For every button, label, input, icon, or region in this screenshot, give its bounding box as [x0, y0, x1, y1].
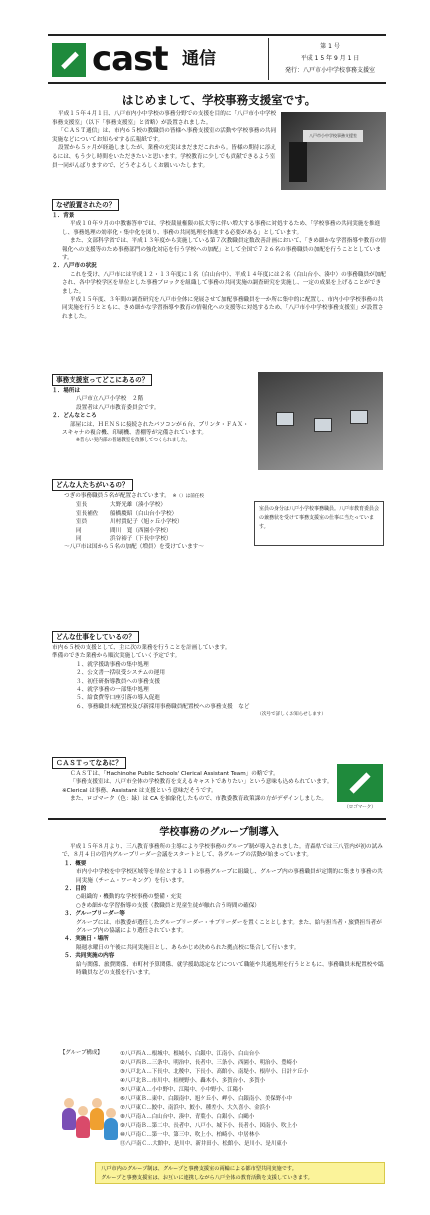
- section-group-system: [52, 843, 386, 978]
- staff-role: 室員: [76, 519, 88, 526]
- section-who: [52, 492, 252, 552]
- logomark-caption: （ロゴマーク）: [344, 805, 376, 810]
- section-title-where: 事務支援室ってどこにあるの？: [52, 374, 152, 386]
- staff-row: [52, 510, 252, 518]
- group-row: ⑦八戸東Ｃ…鮫中、南浜中、鮫小、種差小、大久喜小、金浜小: [120, 1105, 271, 1111]
- paragraph: ＣＡＳＴは、「Hachinohe Public Schools' Clerical Assistant Team」の略です。: [70, 771, 279, 777]
- paragraph: 市内６５校の支援として、主に次の業務を行うことを計画しています。: [52, 645, 231, 651]
- section-why: [52, 212, 386, 321]
- cast-logomark-icon: [337, 764, 383, 802]
- paragraph: 部屋には、ＨＥＮＳに接続されたパソコンが６台、プリンタ・ＦＡＸ・スキャナの複合機、印刷機、書棚等が完備されています。: [62, 421, 249, 437]
- group-row: ①八戸西Ａ…根城中、根城小、白銀中、江南小、白山台小: [120, 1051, 260, 1057]
- subheading: ４．実施日・場所: [64, 936, 109, 943]
- people-illustration: [60, 1090, 120, 1152]
- publisher: 発行：八戸市小中学校事務支援室: [284, 67, 375, 74]
- staff-role: 同: [76, 536, 82, 543]
- goal-item: ○組織的・機動的な学校事務の整備・充実: [76, 894, 182, 901]
- group-row: ④八戸北Ｂ…市川中、桔梗野小、轟木小、多賀台小、多賀小: [120, 1078, 265, 1084]
- group-row: ③八戸北Ａ…下長中、北稜中、下長小、高館小、南堤小、根岸小、日計ケ丘小: [120, 1069, 309, 1075]
- person-icon: [62, 1108, 76, 1130]
- staff-lead-note: ※（）は前任校: [172, 494, 205, 499]
- subheading: １．概要: [64, 860, 87, 867]
- paragraph: 市内小中学校を中学校区域等を単位とする１１の事務グループに組織し、グループ内の事務職員が定期的に集まり事務の共同実施（チーム・ワーキング）を行います。: [76, 869, 383, 884]
- work-item: ２、公文書一括収受システムの運用: [76, 670, 165, 677]
- section-title-work: どんな仕事をしているの？: [52, 631, 139, 643]
- issue-number: 第 1 号: [320, 43, 340, 50]
- subheading: １．場所は: [52, 388, 80, 394]
- staff-lead-text: つぎの事務職員５名が配置されています。: [64, 493, 168, 499]
- staff-role: 室長: [76, 502, 88, 509]
- location-line: 設置者は八戸市教育委員会です。: [76, 404, 160, 411]
- group-row: ⑨八戸南Ｂ…第二中、長者中、八戸小、城下小、長者小、図南小、吹上小: [120, 1123, 298, 1129]
- paragraph: 平成１０年９月の中教審答申では、学校裁量権限の拡大等に伴い増大する事務に対処するため、「学校事務の共同実施を推進し、事務処理の効率化・集中化を図り、事務の共同処理を推進する必要がある」としています。: [62, 221, 381, 236]
- section-work: [52, 644, 386, 720]
- group-row: ②八戸西Ｂ…三条中、明治中、長者中、三条小、西園小、明治小、豊崎小: [120, 1060, 298, 1066]
- group-row: ⑩八戸南Ｃ…第一中、第三中、吹上小、柏崎小、中居林小: [120, 1132, 260, 1138]
- headline: はじめまして、学校事務支援室です。: [121, 93, 317, 107]
- paragraph: 給与関係、旅費関係、市町村予算関係、就学援助認定などについて職能や共通処理を行うとともに、事務職員未配置校や臨時職員などの支援を行います。: [76, 961, 384, 977]
- section-title-cast: ＣＡＳＴってなあに？: [52, 757, 126, 769]
- person-icon: [76, 1116, 90, 1138]
- note: ※昔らい実内部の普通教室を改修してつくられました。: [76, 438, 191, 444]
- footer-line: 八戸市内のグループ制は、グループと事務支援室の両輪による都市型共同実施です。: [101, 1166, 297, 1172]
- staff-name: 大野光雄（湊小学校）: [110, 502, 166, 509]
- staff-foot: 〜八戸市は国から５名の加配（増員）を受けています〜: [64, 544, 204, 551]
- person-icon: [90, 1108, 104, 1130]
- subheading: ２．八戸市の状況: [52, 263, 97, 270]
- staff-name: 川村貴紀子（旭ヶ丘小学校）: [110, 519, 183, 526]
- location-line: 八戸市立八戸小学校 ２階: [76, 396, 144, 403]
- office-interior-photo: [258, 372, 383, 470]
- masthead: [48, 34, 386, 84]
- staff-name: 船橋慶昭（白山台小学校）: [110, 510, 178, 517]
- computer-monitor-icon: [350, 410, 368, 424]
- groups-label: 【グループ構成】: [60, 1050, 103, 1056]
- office-sign: 八戸市小中学校事務支援室: [303, 130, 363, 142]
- issue-date: 平成 1 5 年 9 月 1 日: [300, 55, 360, 62]
- section-where: [52, 387, 252, 446]
- section-cast: [52, 770, 336, 804]
- footer-line: グループと事務支援室は、お互いに連携しながら八戸全体の教育活動を支援していきます。: [101, 1174, 313, 1181]
- note: （次号で詳しくお知らせします）: [257, 712, 326, 718]
- staff-role: 同: [76, 527, 82, 534]
- staff-lead: [52, 492, 252, 501]
- group-row: ⑤八戸東Ａ…小中野中、江陽中、小中野小、江陽小: [120, 1087, 244, 1093]
- paragraph: また、ロゴマーク（色：緑）は CA を抽象化したもので、市教委教育政策課の方がデザインしました。: [70, 796, 327, 803]
- footer-note-box: [95, 1162, 385, 1184]
- intro-paragraph: 平成１５年４月１日、八戸市内小中学校の事務分野での支援を目的に「八戸市小中学校事務支援室」（以下「事務支援室」と省略）が設置されました。: [52, 111, 277, 126]
- person-icon: [104, 1118, 118, 1140]
- paragraph: 隔週水曜日の午後に共同実施日とし、あらかじめ決められた拠点校に集合して行います。: [76, 944, 300, 951]
- work-item: ３、初任研指導教員への事務支援: [76, 678, 160, 685]
- paragraph: 準備のできた業務から順次実施していく予定です。: [52, 653, 181, 660]
- logo-subtitle: 通信: [182, 49, 216, 69]
- paragraph: 「事務支援室は、八戸市全体の学校教育を支えるキャストでありたい」という意味も込められています。 ※Clerical は事務、Assistant は支援という意味だそうです。: [62, 779, 336, 794]
- headline-group-system: 学校事務のグループ制導入: [159, 827, 279, 838]
- group-row: ⑪八戸南Ｃ…大館中、是川中、新井田小、松館小、是川小、是川東小: [120, 1141, 288, 1147]
- paragraph: これを受け、八戸市には平成１２・１３年度に１名（白山台中）、平成１４年度には２名（白山台小、湊中）の事務職員が加配され、各中学校学区を単位とした事務ブロックを組織して事務の共同実施の調査研究を実施し、一定の成果を上げることができました。: [62, 271, 386, 295]
- door-shape: [289, 142, 307, 182]
- paragraph: グループには、市教委が選任したグループリーダー・サブリーダーを置くこととします。また、給与担当者・旅費担当者がグループ内の協議により選任されています。: [76, 919, 382, 935]
- staff-row: [52, 535, 252, 543]
- staff-row: [52, 518, 252, 526]
- staff-role: 室長補佐: [76, 510, 99, 517]
- subheading: ２．どんなところ: [52, 413, 97, 420]
- section-divider: [48, 818, 386, 820]
- group-row: ⑧八戸南Ａ…白山台中、湊中、青葉小、白銀小、白鷗小: [120, 1114, 255, 1120]
- group-row: ⑥八戸東Ｂ…東中、白銀南中、旭ケ丘小、岬小、白銀南小、美保野小中: [120, 1096, 292, 1102]
- staff-status-box: 室員の身分は八戸小学校事務職員。八戸市教育委員会の兼務状を受けて事務支援室の仕事に当たっています。: [254, 501, 384, 546]
- subheading: ３．グループリーダー等: [64, 911, 125, 918]
- section-title-who: どんな人たちがいるの？: [52, 479, 133, 491]
- work-item: ４、就学事務の一部集中処理: [76, 687, 149, 694]
- paragraph: 平成１５年８月より、三八教育事務所の主導により学校事務のグループ制が導入されました。青森県では三八管内が初の試みで、８月４日の管内グループリーダー会議をスタートとして、各グループの活動が始まっています。: [62, 844, 383, 859]
- subheading: １．背景: [52, 213, 75, 219]
- intro-paragraph: 「ＣＡＳＴ通信」は、市内６５校の教職員の皆様へ事務支援室の活動や学校事務の共同実施などについてお知らせする広報紙です。: [52, 128, 277, 143]
- paragraph: 平成１５年度、３年間の調査研究を八戸市全体に発展させて加配事務職員を一か所に集中的に配置し、市内小中学校事務の共同実施を行うとともに、きめ細かな学習指導や教育の情報化への支援等に対処するため、「八戸市小中学校事務支援室」が設置されました。: [62, 297, 384, 320]
- intro-paragraph: 設置から５ヶ月が経過しましたが、業務の充実はまだまだこれから。皆様の期待に添えるには、もう少し時間をいただきたいと思います。学校教育に少しでも貢献できるよう室員一同がんばりますので、どうぞよろしくお願いいたします。: [52, 145, 277, 169]
- work-item: １、就学援助事務の集中処理: [76, 661, 149, 668]
- subheading: ５．共同実施の内容: [64, 953, 115, 960]
- office-entrance-photo: [281, 112, 386, 190]
- work-item: ５、給食費等口座引落の導入促進: [76, 695, 160, 702]
- staff-name: 浜谷裕子（下長中学校）: [110, 536, 172, 543]
- goal-item: ○きめ細かな学習指導の支援（教職員と児童生徒が触れ合う時間の確保）: [76, 902, 260, 909]
- subheading: ２．目的: [64, 886, 87, 893]
- intro-text: [52, 110, 277, 170]
- staff-row: [52, 501, 252, 509]
- issue-info: [276, 41, 384, 77]
- staff-name: 間川 寛（西園小学校）: [110, 527, 172, 534]
- work-item: ６、事務職員未配置校及び新採用事務職員配置校への事務支援 など: [76, 703, 250, 710]
- group-list: [120, 1050, 380, 1149]
- logo-text: cast: [92, 39, 168, 79]
- masthead-divider: [268, 38, 269, 80]
- section-title-why: なぜ設置されたの？: [52, 199, 119, 211]
- computer-monitor-icon: [314, 418, 332, 432]
- staff-row: [52, 527, 252, 535]
- paragraph: また、文部科学省では、平成１３年度から実施している第７次教職員定数改善計画において、「きめ細かな学習指導や教育の情報化への支援等のため事務部門の強化対応を行う学校への加配」として全国で７２６名の事務職員の加配を行うこととしています。: [62, 238, 386, 262]
- computer-monitor-icon: [276, 412, 294, 426]
- cast-logo-icon: [52, 43, 86, 77]
